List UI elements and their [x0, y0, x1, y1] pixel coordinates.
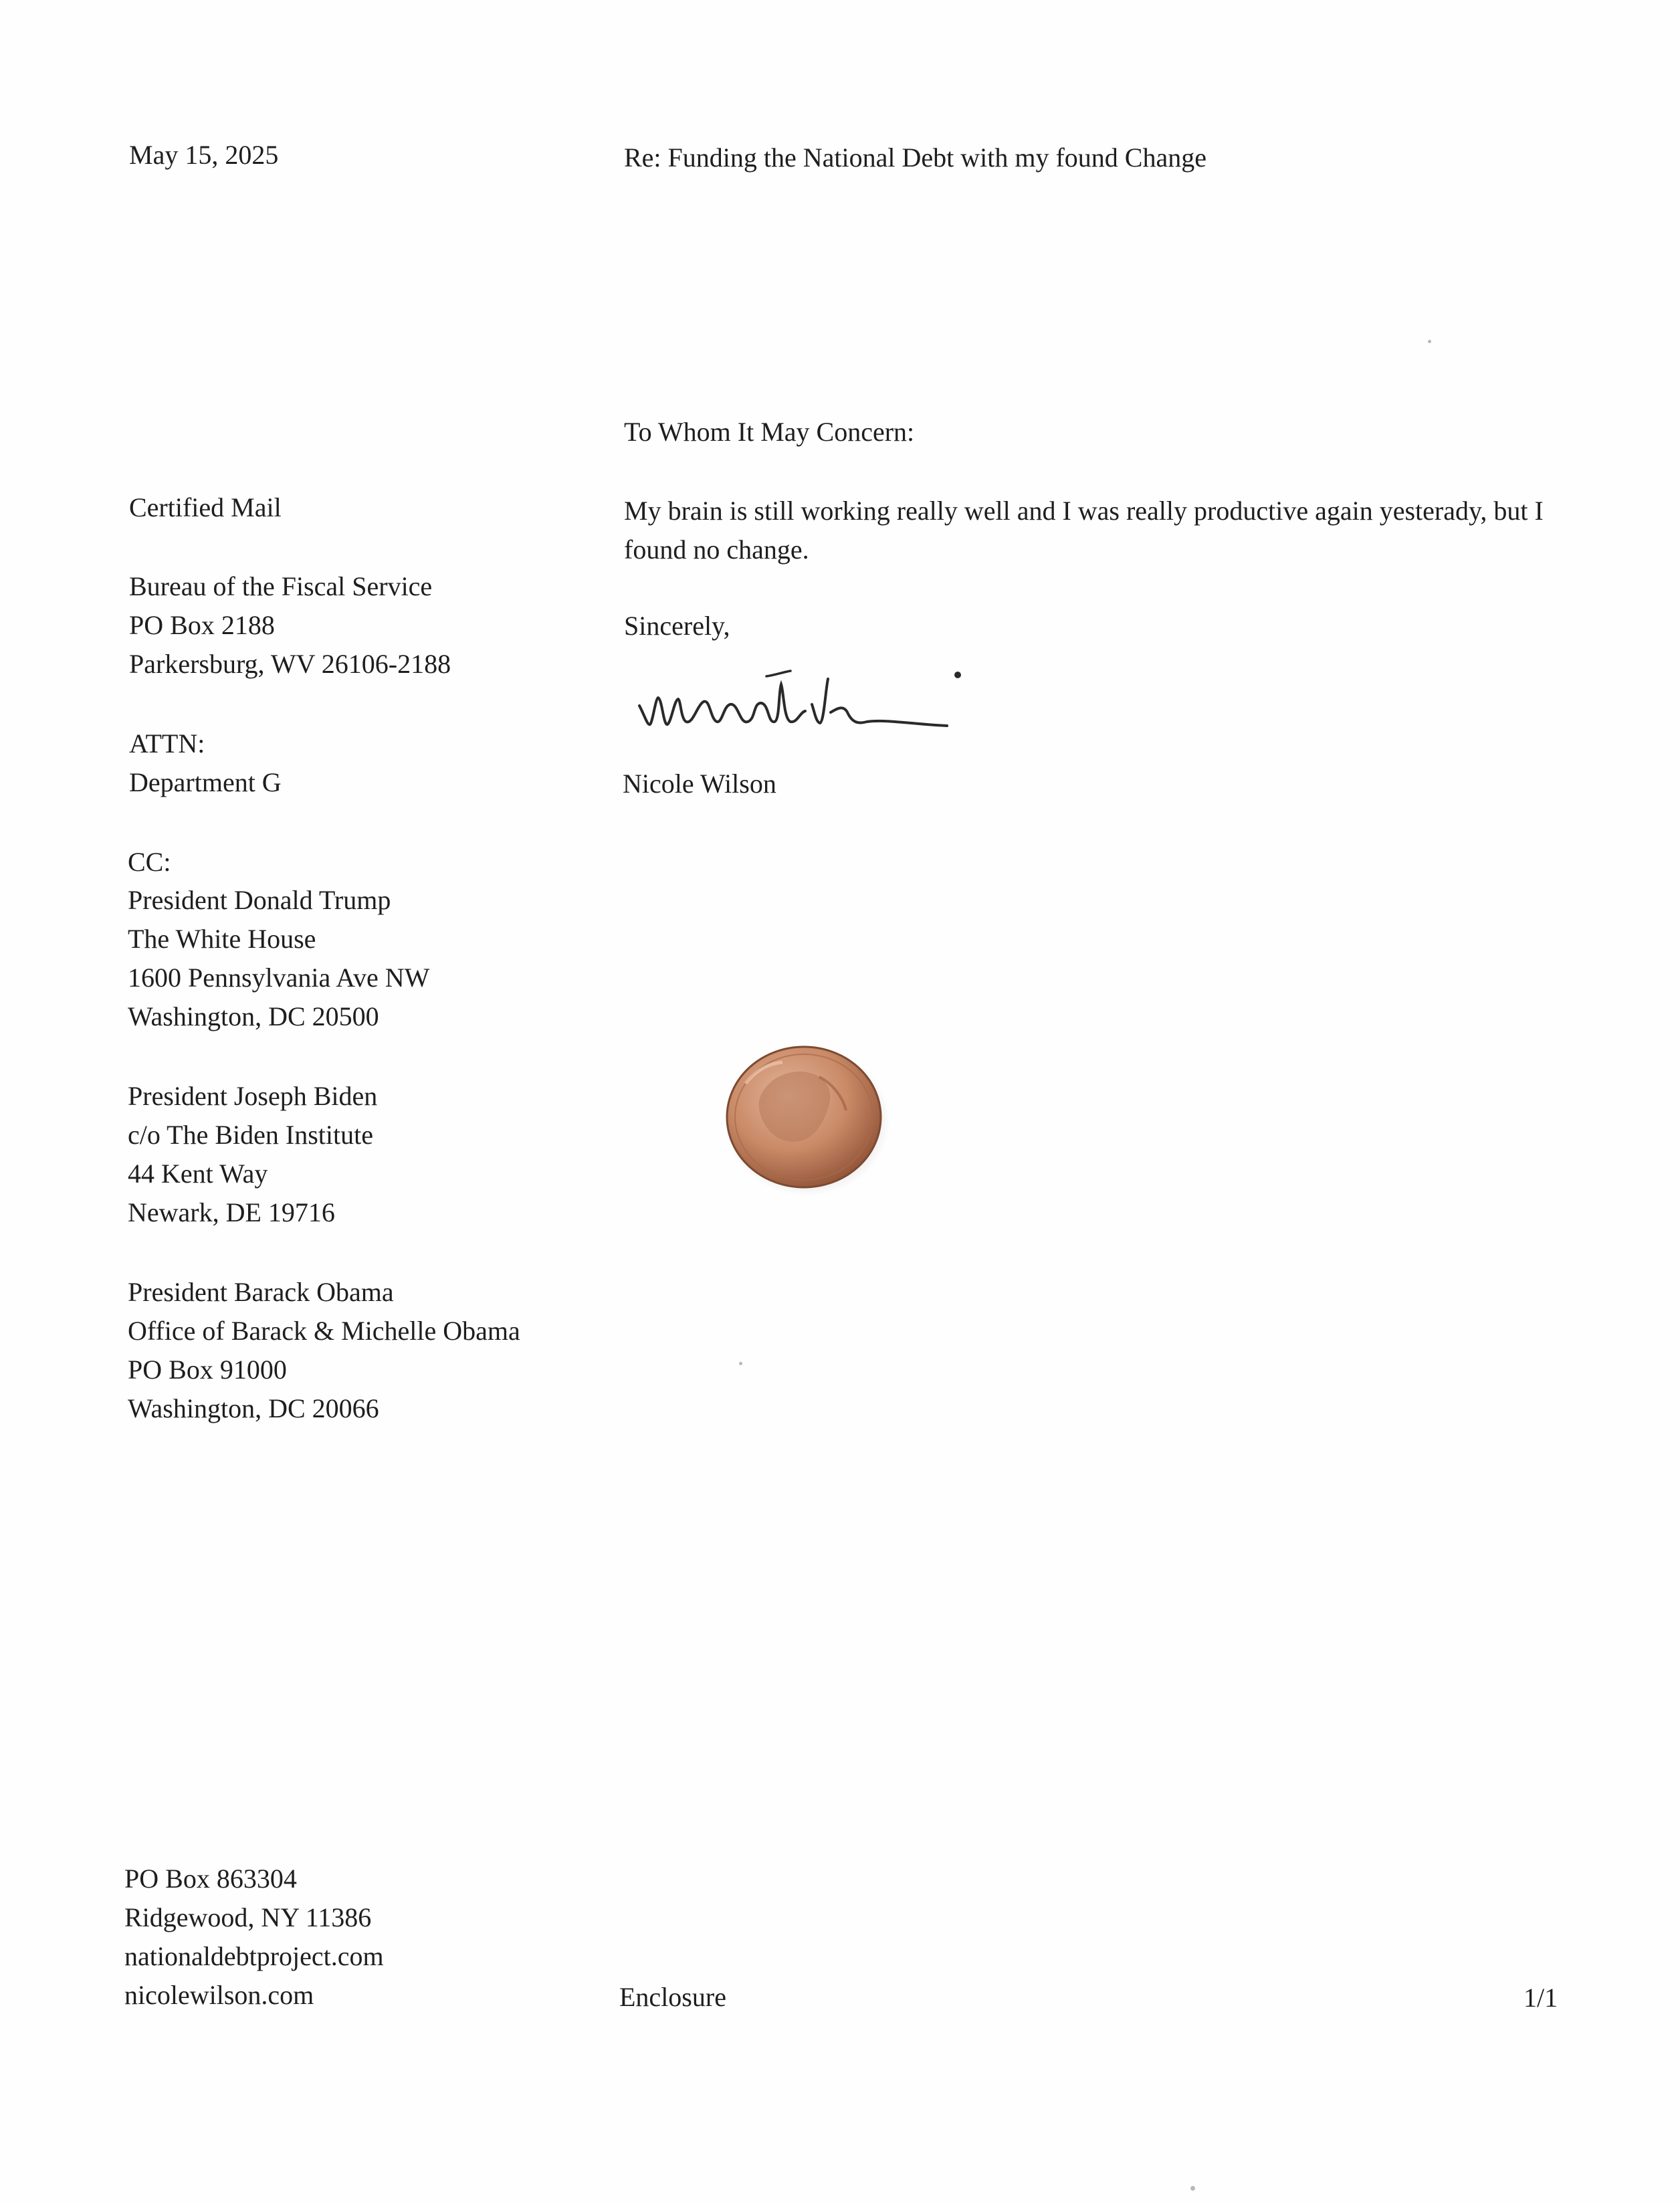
website-link: nationaldebtproject.com	[124, 1941, 384, 1971]
cc-recipient-trump	[128, 881, 429, 1036]
attn-department: Department G	[129, 767, 282, 797]
recipient-address	[129, 567, 451, 684]
address-line: Ridgewood, NY 11386	[124, 1902, 372, 1932]
address-line: Newark, DE 19716	[128, 1197, 335, 1227]
signature-stroke	[639, 684, 805, 724]
signature-stroke	[831, 708, 947, 726]
letter-body-paragraph: My brain is still working really well and I was really productive again yesterady, but I found no change.	[624, 496, 1544, 565]
scan-speck	[1190, 2186, 1195, 2191]
letter-subject: Re: Funding the National Debt with my found Change	[624, 142, 1206, 173]
scan-speck	[739, 1362, 742, 1365]
cc-recipient-biden	[128, 1077, 377, 1232]
sender-address	[124, 1860, 384, 2015]
address-line: 1600 Pennsylvania Ave NW	[128, 963, 430, 993]
salutation: To Whom It May Concern:	[624, 417, 915, 447]
signer-name: Nicole Wilson	[623, 769, 776, 799]
attention-block	[129, 724, 282, 802]
address-line: c/o The Biden Institute	[128, 1120, 373, 1150]
address-line: Washington, DC 20066	[128, 1393, 379, 1423]
address-line: 44 Kent Way	[128, 1159, 268, 1189]
handwritten-signature	[633, 652, 980, 739]
address-line: Washington, DC 20500	[128, 1001, 379, 1031]
attn-label: ATTN:	[129, 728, 205, 759]
signature-stroke	[812, 679, 828, 723]
address-line: Parkersburg, WV 26106-2188	[129, 649, 451, 679]
scan-speck	[1428, 340, 1431, 343]
address-line: President Barack Obama	[128, 1277, 394, 1307]
address-line: The White House	[128, 924, 316, 954]
signature-dot	[954, 672, 961, 678]
address-line: Bureau of the Fiscal Service	[129, 571, 433, 601]
address-line: PO Box 91000	[128, 1355, 287, 1385]
penny-coin-image	[719, 1037, 889, 1197]
letter-date: May 15, 2025	[129, 140, 279, 170]
address-line: President Donald Trump	[128, 885, 391, 915]
cc-label: CC:	[128, 847, 171, 877]
address-line: PO Box 863304	[124, 1864, 297, 1894]
enclosure-label: Enclosure	[619, 1982, 726, 2012]
page-number: 1/1	[1524, 1983, 1558, 2013]
cc-recipient-obama	[128, 1273, 520, 1428]
address-line: Office of Barack & Michelle Obama	[128, 1316, 520, 1346]
address-line: President Joseph Biden	[128, 1081, 378, 1111]
closing: Sincerely,	[624, 611, 730, 641]
website-link: nicolewilson.com	[124, 1980, 314, 2010]
delivery-method: Certified Mail	[129, 492, 282, 522]
address-line: PO Box 2188	[129, 610, 275, 640]
signature-stroke	[766, 671, 791, 676]
